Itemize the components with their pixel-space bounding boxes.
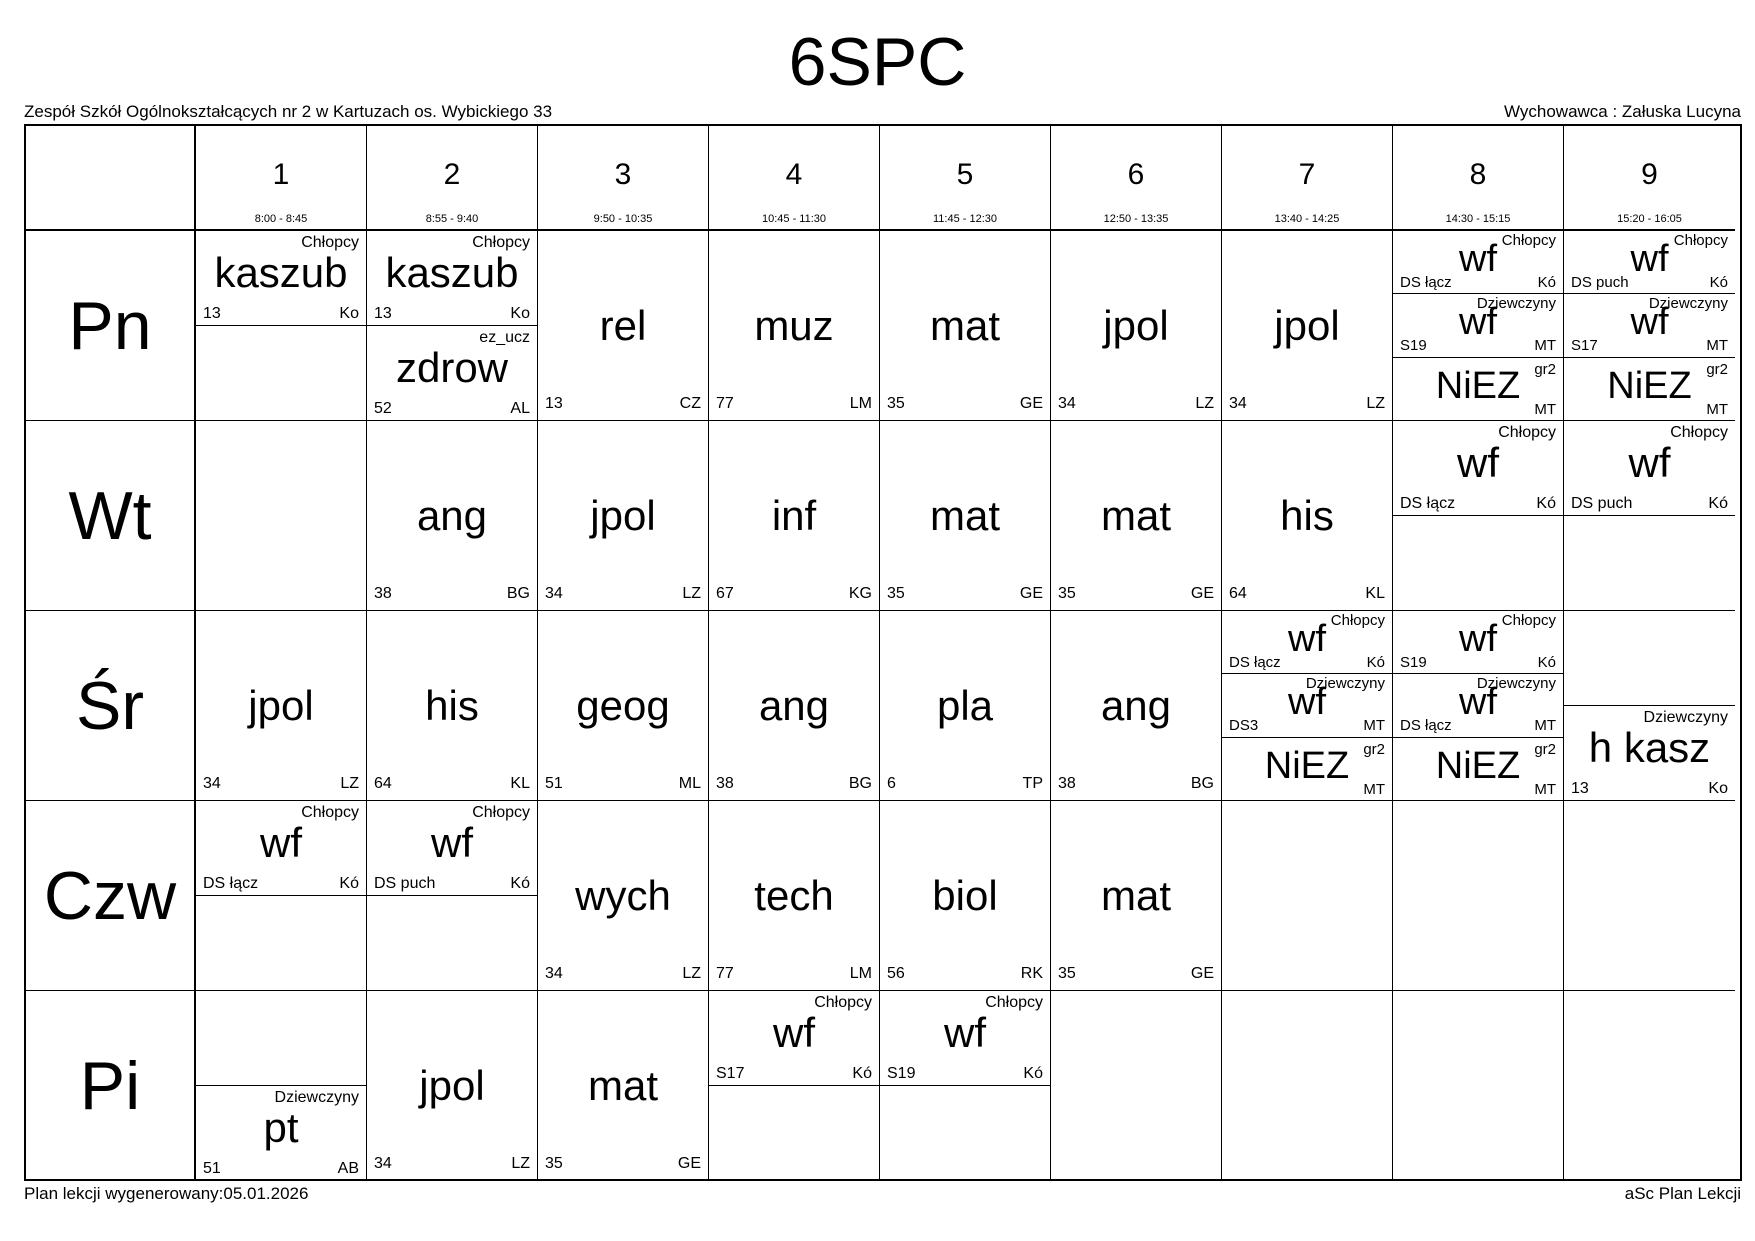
lesson-block <box>1393 294 1563 357</box>
lesson-block <box>1051 801 1221 991</box>
day-label: Pn <box>26 231 196 421</box>
lesson-cell <box>538 991 709 1181</box>
lesson-room: DS łącz <box>1400 717 1452 734</box>
lesson-cell <box>1564 801 1735 991</box>
period-header <box>367 126 538 231</box>
lesson-room: DS puch <box>1571 495 1633 512</box>
lesson-block <box>1222 421 1392 611</box>
lesson-room: DS puch <box>374 875 436 892</box>
generated-date: Plan lekcji wygenerowany:05.01.2026 <box>24 1184 309 1203</box>
corner-cell <box>26 126 196 231</box>
period-number: 4 <box>785 158 803 191</box>
lesson-teacher: MT <box>1534 781 1556 798</box>
lesson-room: DS łącz <box>203 875 259 892</box>
lesson-subject: NiEZ <box>1264 745 1350 787</box>
lesson-subject: pla <box>936 682 994 729</box>
lesson-subject: wf <box>1459 301 1497 343</box>
lesson-subject: tech <box>754 872 834 919</box>
period-header <box>1393 126 1564 231</box>
lesson-cell <box>196 611 367 801</box>
lesson-teacher: MT <box>1534 401 1556 418</box>
lesson-group: Dziewczyny <box>1305 675 1385 692</box>
lesson-teacher: GE <box>677 1155 701 1172</box>
lesson-cell <box>538 421 709 611</box>
lesson-teacher: AL <box>510 400 530 417</box>
lesson-teacher: Ko <box>339 305 359 322</box>
lesson-cell <box>367 991 538 1181</box>
lesson-cell <box>1564 231 1735 421</box>
lesson-cell <box>1564 421 1735 611</box>
lesson-room: 13 <box>1571 780 1589 797</box>
day-label: Pi <box>26 991 196 1181</box>
lesson-teacher: ML <box>678 775 701 792</box>
lesson-cell <box>709 801 880 991</box>
lesson-block <box>538 991 708 1181</box>
lesson-room: 34 <box>203 775 221 792</box>
lesson-group: Chłopcy <box>1330 612 1385 629</box>
lesson-subject: mat <box>929 492 1000 539</box>
lesson-teacher: LZ <box>1366 395 1385 412</box>
lesson-room: 38 <box>1058 775 1076 792</box>
lesson-room: DS łącz <box>1400 495 1456 512</box>
lesson-teacher: LM <box>849 965 872 982</box>
lesson-subject: jpol <box>248 682 314 729</box>
lesson-teacher: GE <box>1190 585 1214 602</box>
lesson-room: 64 <box>1229 585 1247 602</box>
lesson-room: 77 <box>716 965 734 982</box>
period-time: 10:45 - 11:30 <box>761 213 826 225</box>
app-name: aSc Plan Lekcji <box>1624 1184 1741 1203</box>
period-time: 8:55 - 9:40 <box>425 213 479 225</box>
lesson-subject: wf <box>1628 439 1671 486</box>
lesson-subject: wf <box>1630 301 1669 343</box>
lesson-block <box>709 611 879 801</box>
lesson-subject: NiEZ <box>1435 745 1521 787</box>
lesson-room: 51 <box>203 1160 221 1177</box>
lesson-group: Dziewczyny <box>1476 295 1556 312</box>
lesson-teacher: MT <box>1363 781 1385 798</box>
lesson-subject: wf <box>1288 618 1326 660</box>
period-time: 12:50 - 13:35 <box>1103 213 1169 225</box>
lesson-subject: jpol <box>1274 302 1340 349</box>
lesson-subject: wf <box>1288 681 1326 723</box>
lesson-subject: muz <box>754 302 834 349</box>
lesson-block <box>196 231 366 326</box>
lesson-teacher: Kó <box>339 875 359 892</box>
lesson-cell <box>196 231 367 421</box>
lesson-group: Dziewczyny <box>1648 295 1728 312</box>
lesson-subject: wf <box>1457 439 1499 486</box>
lesson-teacher: MT <box>1706 401 1728 418</box>
lesson-cell <box>196 421 367 611</box>
lesson-subject: his <box>425 682 479 729</box>
lesson-subject: mat <box>929 302 1000 349</box>
lesson-cell <box>1393 801 1564 991</box>
lesson-cell <box>1051 421 1222 611</box>
lesson-subject: ang <box>758 682 830 729</box>
lesson-group: Chłopcy <box>301 234 359 251</box>
lesson-teacher: Kó <box>852 1065 872 1082</box>
lesson-block <box>880 421 1050 611</box>
lesson-block <box>1051 231 1221 421</box>
period-header <box>1564 126 1735 231</box>
lesson-room: 6 <box>887 775 896 792</box>
period-number: 8 <box>1469 158 1487 191</box>
lesson-block <box>709 801 879 991</box>
lesson-block <box>367 421 537 611</box>
lesson-room: 67 <box>716 585 734 602</box>
lesson-subject: jpol <box>419 1062 485 1109</box>
lesson-group: Dziewczyny <box>274 1089 359 1106</box>
lesson-teacher: Kó <box>1366 654 1385 671</box>
period-header <box>1222 126 1393 231</box>
lesson-subject: wf <box>260 819 302 866</box>
class-teacher: Wychowawca : Załuska Lucyna <box>1503 102 1741 121</box>
lesson-subject: wych <box>575 872 671 919</box>
lesson-room: 34 <box>545 965 563 982</box>
lesson-teacher: KL <box>1365 585 1385 602</box>
lesson-block <box>1393 674 1563 737</box>
lesson-block <box>196 611 366 801</box>
page-title: 6SPC <box>788 24 967 100</box>
lesson-cell <box>1393 421 1564 611</box>
day-label: Śr <box>26 611 196 801</box>
lesson-cell <box>880 801 1051 991</box>
lesson-subject: zdrow <box>395 344 509 391</box>
lesson-group: Chłopcy <box>1670 424 1728 441</box>
lesson-block <box>1051 611 1221 801</box>
lesson-cell <box>1051 991 1222 1181</box>
lesson-teacher: LZ <box>340 775 359 792</box>
lesson-room: 64 <box>374 775 392 792</box>
lesson-block <box>1564 358 1735 421</box>
lesson-room: 77 <box>716 395 734 412</box>
lesson-cell <box>538 611 709 801</box>
lesson-block <box>367 326 537 421</box>
lesson-cell <box>709 231 880 421</box>
lesson-block <box>709 421 879 611</box>
lesson-group: Chłopcy <box>472 234 530 251</box>
lesson-teacher: BG <box>848 775 872 792</box>
lesson-cell <box>367 611 538 801</box>
lesson-block <box>367 801 537 896</box>
lesson-block <box>367 991 537 1181</box>
lesson-teacher: Kó <box>1536 495 1556 512</box>
lesson-room: DS3 <box>1229 717 1259 734</box>
lesson-teacher: MT <box>1363 717 1385 734</box>
lesson-teacher: TP <box>1022 775 1043 792</box>
lesson-teacher: LZ <box>682 965 701 982</box>
lesson-subject: mat <box>1100 492 1171 539</box>
lesson-teacher: Kó <box>1708 495 1728 512</box>
lesson-group: Chłopcy <box>301 804 359 821</box>
timetable-grid <box>24 124 1742 1181</box>
lesson-room: 35 <box>887 585 905 602</box>
lesson-cell <box>1393 991 1564 1181</box>
lesson-room: 35 <box>1058 965 1076 982</box>
lesson-room: 34 <box>1058 395 1076 412</box>
lesson-cell <box>367 801 538 991</box>
lesson-cell <box>367 231 538 421</box>
lesson-cell <box>196 991 367 1181</box>
lesson-block <box>709 991 879 1086</box>
lesson-cell <box>1564 991 1735 1181</box>
lesson-block <box>1393 231 1563 294</box>
lesson-subject: wf <box>773 1009 815 1056</box>
lesson-room: 34 <box>545 585 563 602</box>
lesson-subject: kaszub <box>385 249 519 296</box>
lesson-subject: his <box>1280 492 1334 539</box>
lesson-group: Chłopcy <box>1498 424 1556 441</box>
lesson-block <box>196 801 366 896</box>
period-number: 3 <box>614 158 632 191</box>
lesson-cell <box>1222 991 1393 1181</box>
period-header <box>1051 126 1222 231</box>
lesson-block <box>1564 231 1735 294</box>
lesson-block <box>880 611 1050 801</box>
lesson-block <box>880 991 1050 1086</box>
school-name: Zespół Szkół Ogólnokształcących nr 2 w Kartuzach os. Wybickiego 33 <box>24 102 553 121</box>
lesson-subject: wf <box>1459 681 1497 723</box>
lesson-room: 38 <box>716 775 734 792</box>
period-time: 14:30 - 15:15 <box>1445 213 1511 225</box>
lesson-teacher: Ko <box>510 305 530 322</box>
lesson-block <box>538 231 708 421</box>
lesson-teacher: KL <box>510 775 530 792</box>
lesson-teacher: AB <box>337 1160 359 1177</box>
lesson-block <box>196 1086 366 1181</box>
lesson-teacher: GE <box>1019 585 1043 602</box>
lesson-teacher: CZ <box>679 395 701 412</box>
lesson-cell <box>880 611 1051 801</box>
lesson-teacher: LM <box>849 395 872 412</box>
period-header <box>196 126 367 231</box>
lesson-group: Chłopcy <box>1501 232 1556 249</box>
lesson-room: 13 <box>203 305 221 322</box>
lesson-block <box>1222 674 1392 737</box>
lesson-block <box>1393 421 1563 516</box>
lesson-block <box>1393 611 1563 674</box>
lesson-block <box>1222 611 1392 674</box>
lesson-cell <box>1393 231 1564 421</box>
lesson-teacher: MT <box>1706 337 1728 354</box>
lesson-block <box>709 231 879 421</box>
lesson-block <box>538 421 708 611</box>
lesson-room: 34 <box>1229 395 1247 412</box>
lesson-subject: wf <box>1630 238 1669 280</box>
lesson-block <box>1051 421 1221 611</box>
lesson-cell <box>196 801 367 991</box>
lesson-room: S19 <box>1400 337 1427 354</box>
lesson-group: Dziewczyny <box>1643 709 1728 726</box>
lesson-subject: kaszub <box>214 249 348 296</box>
lesson-cell <box>880 991 1051 1181</box>
lesson-teacher: LZ <box>1195 395 1214 412</box>
lesson-cell <box>1222 231 1393 421</box>
period-time: 11:45 - 12:30 <box>932 213 997 225</box>
lesson-subject: jpol <box>590 492 656 539</box>
lesson-cell <box>1222 421 1393 611</box>
period-time: 15:20 - 16:05 <box>1617 213 1682 225</box>
period-number: 2 <box>443 158 461 191</box>
lesson-subject: wf <box>1459 618 1497 660</box>
lesson-teacher: LZ <box>682 585 701 602</box>
lesson-room: 35 <box>545 1155 563 1172</box>
lesson-subject: wf <box>944 1009 986 1056</box>
lesson-subject: ang <box>1100 682 1172 729</box>
lesson-subject: h kasz <box>1588 724 1711 771</box>
period-time: 13:40 - 14:25 <box>1274 213 1340 225</box>
lesson-teacher: LZ <box>511 1155 530 1172</box>
lesson-cell <box>367 421 538 611</box>
lesson-group-number: gr2 <box>1534 361 1556 378</box>
lesson-cell <box>880 231 1051 421</box>
lesson-room: 56 <box>887 965 905 982</box>
lesson-cell <box>1222 801 1393 991</box>
lesson-group: Chłopcy <box>985 994 1043 1011</box>
lesson-group-number: gr2 <box>1534 741 1556 758</box>
lesson-subject: mat <box>587 1062 658 1109</box>
period-number: 5 <box>956 158 974 191</box>
lesson-subject: pt <box>263 1104 299 1151</box>
lesson-cell <box>880 421 1051 611</box>
lesson-teacher: MT <box>1534 337 1556 354</box>
lesson-group: Chłopcy <box>1673 232 1728 249</box>
lesson-block <box>880 801 1050 991</box>
lesson-block <box>1393 738 1563 801</box>
lesson-teacher: RK <box>1020 965 1043 982</box>
lesson-block <box>538 801 708 991</box>
lesson-subject: inf <box>771 492 817 539</box>
period-number: 1 <box>272 158 290 191</box>
lesson-room: DS łącz <box>1229 654 1281 671</box>
lesson-block <box>1393 358 1563 421</box>
lesson-teacher: BG <box>1190 775 1214 792</box>
lesson-room: S17 <box>1571 337 1598 354</box>
lesson-block <box>1564 706 1735 801</box>
lesson-cell <box>1051 611 1222 801</box>
lesson-room: DS łącz <box>1400 274 1452 291</box>
lesson-subject: jpol <box>1103 302 1169 349</box>
lesson-cell <box>709 611 880 801</box>
lesson-subject: wf <box>431 819 473 866</box>
lesson-teacher: GE <box>1190 965 1214 982</box>
lesson-room: 38 <box>374 585 392 602</box>
period-time: 9:50 - 10:35 <box>593 213 653 225</box>
lesson-block <box>880 231 1050 421</box>
lesson-teacher: Kó <box>510 875 530 892</box>
lesson-room: 51 <box>545 775 563 792</box>
lesson-teacher: BG <box>506 585 530 602</box>
lesson-teacher: Kó <box>1537 274 1556 291</box>
period-header <box>709 126 880 231</box>
period-header <box>538 126 709 231</box>
lesson-room: 13 <box>545 395 563 412</box>
lesson-teacher: Kó <box>1023 1065 1043 1082</box>
lesson-room: DS puch <box>1571 274 1629 291</box>
lesson-cell <box>1393 611 1564 801</box>
period-header <box>880 126 1051 231</box>
lesson-room: S17 <box>716 1065 745 1082</box>
lesson-block <box>367 611 537 801</box>
lesson-subject: rel <box>599 302 647 349</box>
period-number: 6 <box>1127 158 1145 191</box>
lesson-block <box>1564 294 1735 357</box>
lesson-room: 35 <box>1058 585 1076 602</box>
lesson-teacher: KG <box>848 585 872 602</box>
period-number: 7 <box>1298 158 1316 191</box>
lesson-room: S19 <box>887 1065 916 1082</box>
lesson-group: Chłopcy <box>814 994 872 1011</box>
lesson-cell <box>538 801 709 991</box>
lesson-subject: geog <box>576 682 670 729</box>
lesson-cell <box>709 991 880 1181</box>
period-time: 8:00 - 8:45 <box>254 213 308 225</box>
lesson-group: Chłopcy <box>472 804 530 821</box>
lesson-group-number: gr2 <box>1363 741 1385 758</box>
lesson-teacher: Kó <box>1537 654 1556 671</box>
lesson-teacher: GE <box>1019 395 1043 412</box>
lesson-cell <box>1051 231 1222 421</box>
lesson-block <box>1222 231 1392 421</box>
lesson-room: 52 <box>374 400 392 417</box>
lesson-group-number: gr2 <box>1706 361 1728 378</box>
lesson-teacher: Ko <box>1708 780 1728 797</box>
lesson-group: ez_ucz <box>479 329 530 346</box>
lesson-cell <box>709 421 880 611</box>
lesson-room: 13 <box>374 305 392 322</box>
lesson-subject: mat <box>1100 872 1171 919</box>
lesson-subject: NiEZ <box>1607 365 1692 407</box>
lesson-teacher: Kó <box>1709 274 1728 291</box>
lesson-cell <box>1222 611 1393 801</box>
lesson-subject: NiEZ <box>1435 365 1521 407</box>
day-label: Czw <box>26 801 196 991</box>
lesson-subject: ang <box>416 492 488 539</box>
lesson-cell <box>1564 611 1735 801</box>
lesson-room: 35 <box>887 395 905 412</box>
lesson-block <box>1564 421 1735 516</box>
lesson-subject: wf <box>1459 238 1497 280</box>
lesson-cell <box>1051 801 1222 991</box>
period-number: 9 <box>1641 158 1658 191</box>
day-label: Wt <box>26 421 196 611</box>
lesson-block <box>538 611 708 801</box>
lesson-subject: biol <box>932 872 998 919</box>
lesson-room: S19 <box>1400 654 1427 671</box>
lesson-teacher: MT <box>1534 717 1556 734</box>
lesson-cell <box>538 231 709 421</box>
lesson-group: Chłopcy <box>1501 612 1556 629</box>
lesson-group: Dziewczyny <box>1476 675 1556 692</box>
lesson-block <box>367 231 537 326</box>
lesson-block <box>1222 738 1392 801</box>
lesson-room: 34 <box>374 1155 392 1172</box>
